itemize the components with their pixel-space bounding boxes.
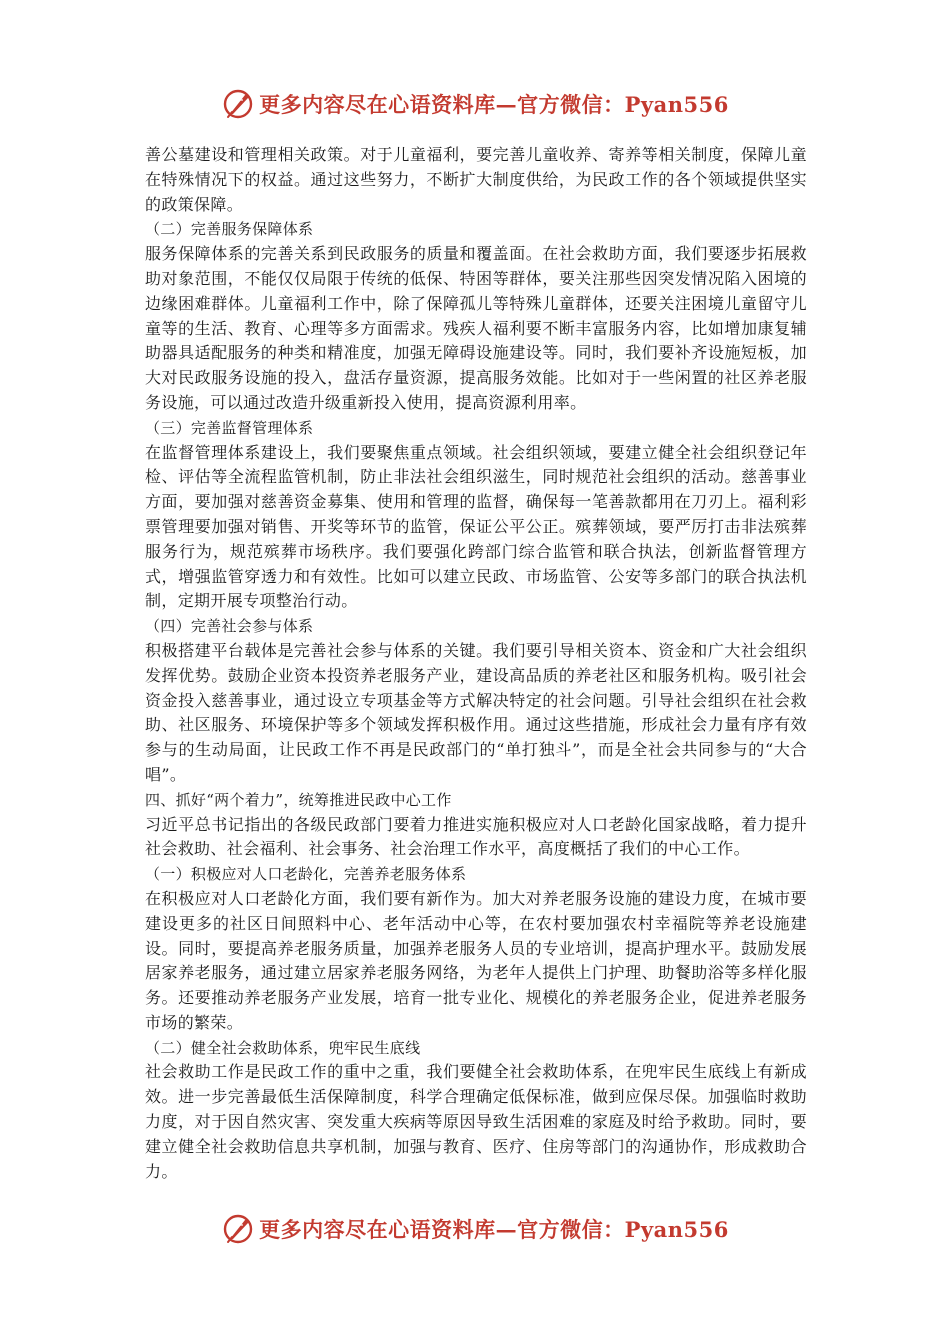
paragraph: 善公墓建设和管理相关政策。对于儿童福利，要完善儿童收养、寄养等相关制度，保障儿童在特殊情况下的权益。通过这些努力，不断扩大制度供给，为民政工作的各个领域提供坚实的政策保障。 [145, 145, 807, 214]
subsection-heading: （三）完善监督管理体系 [145, 418, 314, 437]
document-body [145, 143, 807, 1184]
subsection-heading: （二）完善服务保障体系 [145, 220, 314, 239]
paragraph: 社会救助工作是民政工作的重中之重，我们要健全社会救助体系，在兜牢民生底线上有新成效。进一步完善最低生活保障制度，科学合理确定低保标准，做到应保尽保。加强临时救助力度，对于因自然灾害、突发重大疾病等原因导致生活困难的家庭及时给予救助。同时，要建立健全社会救助信息共享机制，加强与教育、医疗、住房等部门的沟通协作，形成救助合力。 [145, 1062, 807, 1181]
header-watermark-banner [0, 84, 950, 124]
footer-banner-text: 更多内容尽在心语资料库—官方微信：Pyan556 [259, 1217, 729, 1242]
paragraph: 积极搭建平台载体是完善社会参与体系的关键。我们要引导相关资本、资金和广大社会组织发挥优势。鼓励企业资本投资养老服务产业，建设高品质的养老社区和服务机构。吸引社会资金投入慈善事业，通过设立专项基金等方式解决特定的社会问题。引导社会组织在社会救助、社区服务、环境保护等多个领域发挥积极作用。通过这些措施，形成社会力量有序有效参与的生动局面，让民政工作不再是民政部门的“单打独斗”，而是全社会共同参与的“大合唱”。 [145, 640, 807, 784]
paragraph: 在监督管理体系建设上，我们要聚焦重点领域。社会组织领域，要建立健全社会组织登记年检、评估等全流程监管机制，防止非法社会组织滋生，同时规范社会组织的活动。慈善事业方面，要加强对慈善资金募集、使用和管理的监督，确保每一笔善款都用在刀刃上。福利彩票管理要加强对销售、开奖等环节的监管，保证公平公正。殡葬领域，要严厉打击非法殡葬服务行为，规范殡葬市场秩序。我们要强化跨部门综合监管和联合执法，创新监督管理方式，增强监管穿透力和有效性。比如可以建立民政、市场监管、公安等多部门的联合执法机制，定期开展专项整治行动。 [145, 442, 807, 611]
subsection-heading: （二）健全社会救助体系，兜牢民生底线 [145, 1038, 421, 1057]
section-heading: 四、抓好“两个着力”，统筹推进民政中心工作 [145, 790, 452, 809]
header-banner-text: 更多内容尽在心语资料库—官方微信：Pyan556 [259, 92, 729, 117]
paragraph: 习近平总书记指出的各级民政部门要着力推进实施积极应对人口老龄化国家战略，着力提升社会救助、社会福利、社会事务、社会治理工作水平，高度概括了我们的中心工作。 [145, 814, 807, 859]
paragraph: 在积极应对人口老龄化方面，我们要有新作为。加大对养老服务设施的建设力度，在城市要建设更多的社区日间照料中心、老年活动中心等，在农村要加强农村幸福院等养老设施建设。同时，要提高养老服务质量，加强养老服务人员的专业培训，提高护理水平。鼓励发展居家养老服务，通过建立居家养老服务网络，为老年人提供上门护理、助餐助浴等多样化服务。还要推动养老服务产业发展，培育一批专业化、规模化的养老服务企业，促进养老服务市场的繁荣。 [145, 888, 807, 1032]
footer-watermark-banner [0, 1209, 950, 1249]
paragraph: 服务保障体系的完善关系到民政服务的质量和覆盖面。在社会救助方面，我们要逐步拓展救助对象范围，不能仅仅局限于传统的低保、特困等群体，要关注那些因突发情况陷入困境的边缘困难群体。儿童福利工作中，除了保障孤儿等特殊儿童群体，还要关注困境儿童留守儿童等的生活、教育、心理等多方面需求。残疾人福利要不断丰富服务内容，比如增加康复辅助器具适配服务的种类和精准度，加强无障碍设施建设等。同时，我们要补齐设施短板，加大对民政服务设施的投入，盘活存量资源，提高服务效能。比如对于一些闲置的社区养老服务设施，可以通过改造升级重新投入使用，提高资源利用率。 [145, 244, 807, 412]
subsection-heading: （一）积极应对人口老龄化，完善养老服务体系 [145, 865, 467, 884]
subsection-heading: （四）完善社会参与体系 [145, 617, 314, 636]
quill-logo-icon [221, 87, 255, 121]
quill-logo-icon [221, 1212, 255, 1246]
